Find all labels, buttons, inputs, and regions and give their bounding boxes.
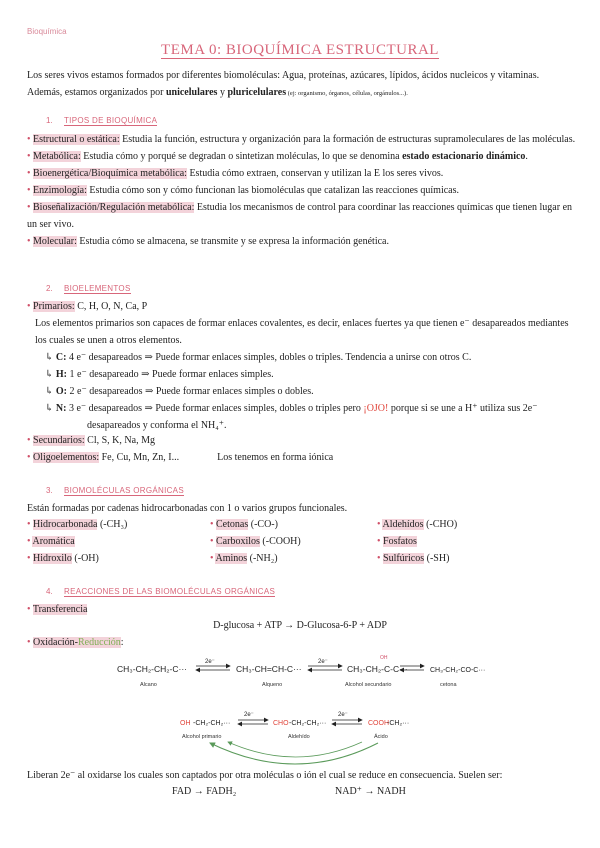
label-alcohol-secundario: Alcohol secundario: [345, 682, 392, 688]
section-1-list: [27, 131, 577, 250]
molecule-alqueno: CH₃-CH=CH-C···: [236, 664, 302, 674]
alcohol-primario-chain: -CH₂-CH₂···: [193, 720, 231, 727]
electrons-label: 2e⁻: [338, 712, 348, 718]
molecule-alcano: CH₃-CH₂-CH₂-C···: [117, 664, 188, 674]
alcohol-primario-group: OH: [180, 720, 191, 727]
aldehido-chain: -CH₂-CH₂···: [289, 720, 327, 727]
group-item: • Fosfatos: [377, 536, 417, 547]
element-h: ↳ H: 1 e⁻ desapareado ⇒ Puede formar enlaces simples.: [45, 369, 274, 380]
group-item: • Aromática: [27, 536, 75, 547]
list-item: • Metabólica: Estudia cómo y porqué se degradan o sintetizan moléculas, lo que se denomina estado estacionario dinámico.: [27, 151, 528, 162]
intro-paragraph: Los seres vivos estamos formados por diferentes biomoléculas: Agua, proteínas, azúcares, lípidos, ácidos nucleicos y vitaminas. Además, estamos organizados por unicelulares y pluricelulares (ej: organismo, órganos, células, orgánulos...).: [27, 70, 540, 98]
group-item: • Hidrocarbonada (-CH₃): [27, 519, 128, 530]
element-c: ↳ C: 4 e⁻ desapareados ⇒ Puede formar enlaces simples, dobles o triples. Tendencia a unirse con otros C.: [45, 352, 472, 363]
acido-chain: -CH₂···: [387, 720, 410, 727]
section-4-heading: 4. REACCIONES DE LAS BIOMOLÉCULAS ORGÁNICAS: [46, 587, 276, 596]
list-item: • Bioseñalización/Regulación metabólica: Estudia los mecanismos de control para coordinar las reacciones químicas que tienen lugar en un ser vivo.: [27, 202, 573, 230]
transferencia-equation: D-glucosa + ATP → D-Glucosa-6-P + ADP: [213, 620, 387, 631]
label-acido: Ácido: [374, 734, 388, 740]
electrons-label: 2e⁻: [318, 659, 328, 665]
oh-group: OH: [380, 655, 388, 661]
list-item: • Bioenergética/Bioquímica metabólica: Estudia cómo extraen, conservan y utilizan la E los seres vivos.: [27, 168, 444, 179]
molecule-alcohol: CH₃-CH₂-C-C···: [347, 664, 408, 674]
section-1-heading: 1. TIPOS DE BIOQUÍMICA: [46, 116, 158, 125]
label-aldehido: Aldehído: [288, 734, 310, 740]
page-header: Bioquímica: [27, 27, 67, 36]
electrons-label: 2e⁻: [205, 659, 215, 665]
section-3-heading: 3. BIOMOLÉCULAS ORGÁNICAS: [46, 486, 184, 495]
final-paragraph: Liberan 2e⁻ al oxidarse los cuales son captados por otra moléculas o ión el cual se reduce en consecuencia. Suelen ser:: [27, 770, 503, 781]
reduction-arc-inner: [228, 742, 362, 757]
group-item: • Carboxilos (-COOH): [210, 536, 301, 547]
group-item: • Hidroxilo (-OH): [27, 553, 99, 564]
page-title: TEMA 0: BIOQUÍMICA ESTRUCTURAL: [161, 42, 439, 58]
transferencia-label: • Transferencia: [27, 604, 88, 615]
label-alcano: Alcano: [140, 682, 157, 688]
group-item: • Cetonas (-CO-): [210, 519, 278, 530]
electrons-label: 2e⁻: [244, 712, 254, 718]
primarios-desc: Los elementos primarios son capaces de formar enlaces covalentes, es decir, enlaces fuertes ya que tienen e⁻ desapareados mediantes los cuales se unen a otros elementos.: [35, 318, 569, 346]
label-alqueno: Alqueno: [262, 682, 283, 688]
group-item: • Aldehídos (-CHO): [377, 519, 458, 530]
element-o: ↳ O: 2 e⁻ desapareados ⇒ Puede formar enlaces simples o dobles.: [45, 386, 314, 397]
label-cetona: cetona: [440, 682, 457, 688]
oligoelementos-line: • Oligoelementos: Fe, Cu, Mn, Zn, I... Los tenemos en forma iónica: [27, 452, 334, 463]
element-n: ↳ N: 3 e⁻ desapareados ⇒ Puede formar enlaces simples, dobles o triples pero ¡OJO! porque si se une a H⁺ utiliza sus 2e⁻: [45, 403, 538, 414]
list-item: • Estructural o estática: Estudia la función, estructura y organización para la formación de estructuras supramoleculares de las moléculas.: [27, 134, 576, 145]
fad-equation: FAD → FADH₂: [172, 786, 237, 797]
primarios-line: • Primarios: C, H, O, N, Ca, P: [27, 301, 148, 312]
list-item: • Enzimología: Estudia cómo son y cómo funcionan las biomoléculas que catalizan las reacciones químicas.: [27, 185, 460, 196]
aldehido-group: CHO: [273, 720, 289, 727]
list-item: • Molecular: Estudia cómo se almacena, se transmite y se expresa la información genética.: [27, 236, 389, 247]
molecule-cetona: CH₃-CH₂-CO-C···: [430, 667, 486, 674]
label-alcohol-primario: Alcohol primario: [182, 734, 222, 740]
element-list: ↳ C: 4 e⁻ desapareados ⇒ Puede formar enlaces simples, dobles o triples. Tendencia a unirse con otros C. ↳ H: 1 e⁻ desapareado ⇒ Puede formar enlaces simples. ↳ O: 2 e⁻ desapareados ⇒ Puede formar enlaces simples o dobles. ↳ N: 3 e⁻ desapareados ⇒ Puede formar enlaces simples, dobles o triples pero ¡OJO! porque si se une a H⁺ utiliza sus 2e⁻ desapareados y conforma el NH₄⁺.: [45, 349, 575, 434]
section-2-heading: 2. BIOELEMENTOS: [46, 284, 131, 293]
group-item: • Aminos (-NH₂): [210, 553, 278, 564]
secundarios-line: • Secundarios: Cl, S, K, Na, Mg: [27, 435, 155, 446]
oxidacion-label: • Oxidación-Reducción:: [27, 637, 124, 648]
group-item: • Sulfúricos (-SH): [377, 553, 450, 564]
section-3-desc: Están formadas por cadenas hidrocarbonadas con 1 o varios grupos funcionales.: [27, 503, 348, 514]
redox-diagram: [0, 650, 600, 765]
acido-group: COOH: [368, 720, 389, 727]
nad-equation: NAD⁺ → NADH: [335, 786, 406, 797]
